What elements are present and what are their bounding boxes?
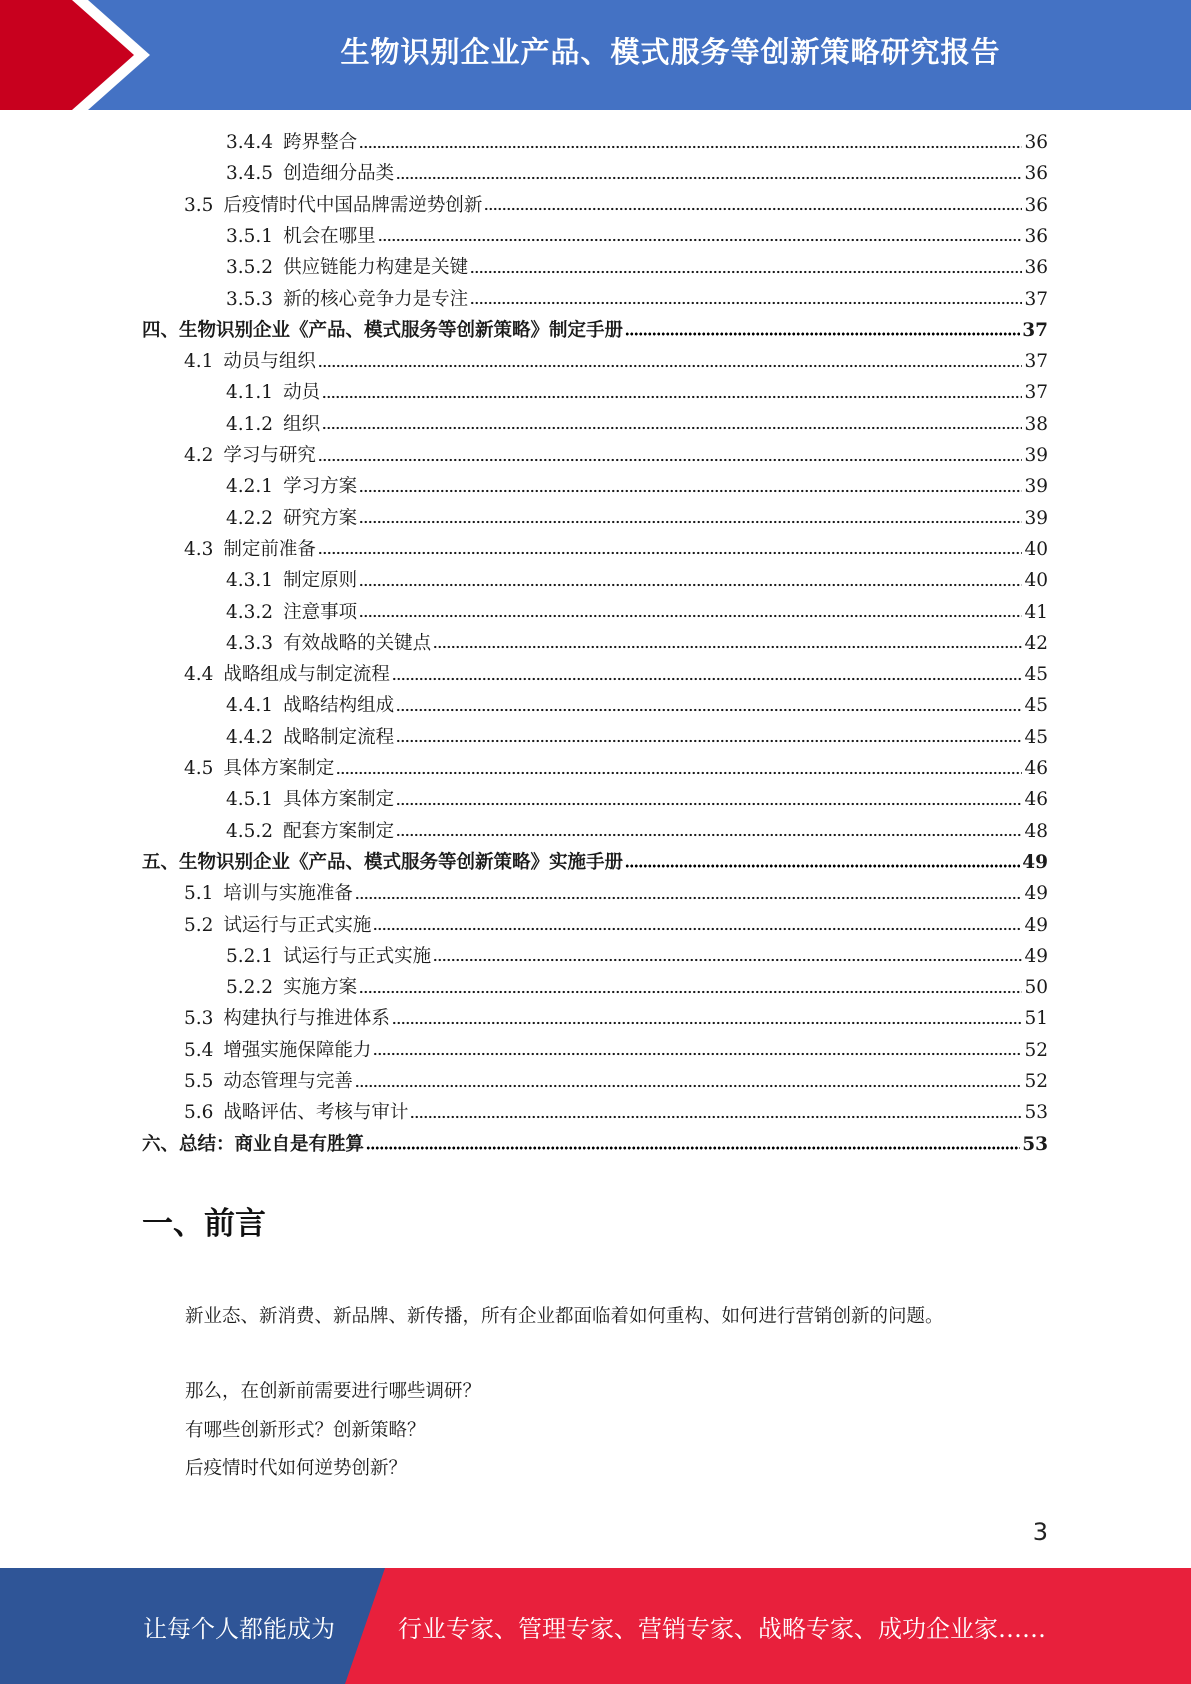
toc-entry[interactable]	[226, 628, 1048, 659]
toc-entry-page: 40	[1024, 538, 1048, 560]
toc-entry-title: 总结：商业自是有胜算	[179, 1133, 365, 1155]
toc-entry-page: 36	[1024, 163, 1048, 185]
toc-entry[interactable]	[142, 847, 1048, 878]
toc-entry-title: 配套方案制定	[283, 820, 395, 842]
toc-entry-page: 46	[1024, 758, 1048, 779]
toc-entry-page: 40	[1024, 570, 1048, 592]
toc-entry[interactable]	[184, 1035, 1048, 1066]
toc-entry-title: 后疫情时代中国品牌需逆势创新	[223, 194, 483, 216]
toc-dot-leader	[359, 613, 1022, 619]
toc-entry-title: 制定原则	[283, 570, 358, 592]
intro-paragraph: 新业态、新消费、新品牌、新传播，所有企业都面临着如何重构、如何进行营销创新的问题。	[185, 1306, 944, 1327]
toc-dot-leader	[484, 206, 1022, 212]
toc-entry[interactable]	[184, 1066, 1048, 1097]
toc-entry-number: 4.2.1	[226, 476, 274, 498]
toc-entry[interactable]	[226, 816, 1048, 847]
toc-entry-title: 新的核心竞争力是专注	[283, 288, 469, 310]
toc-entry-page: 42	[1024, 632, 1048, 654]
toc-entry-number: 4.5.1	[226, 789, 274, 811]
toc-dot-leader	[355, 1083, 1023, 1089]
toc-entry-title: 战略评估、考核与审计	[223, 1102, 409, 1124]
toc-entry[interactable]	[226, 221, 1048, 252]
toc-entry-page: 39	[1024, 445, 1048, 466]
toc-entry-number: 4.1.1	[226, 382, 274, 404]
toc-dot-leader	[625, 331, 1020, 337]
toc-entry-title: 有效战略的关键点	[283, 632, 432, 654]
toc-entry-page: 37	[1024, 288, 1048, 310]
toc-entry-number: 4.3.1	[226, 570, 274, 592]
toc-entry-title: 增强实施保障能力	[223, 1039, 372, 1061]
toc-entry-page: 45	[1024, 664, 1048, 686]
footer-slogan-left: 让每个人都能成为	[143, 1614, 335, 1643]
toc-entry[interactable]	[226, 409, 1048, 440]
toc-dot-leader	[373, 926, 1022, 932]
toc-dot-leader	[433, 957, 1022, 963]
toc-entry[interactable]	[226, 722, 1048, 753]
toc-dot-leader	[378, 237, 1023, 243]
toc-entry[interactable]	[226, 784, 1048, 815]
toc-entry-title: 试运行与正式实施	[223, 914, 372, 936]
toc-entry[interactable]	[226, 127, 1048, 158]
toc-entry-title: 动员	[283, 382, 321, 404]
toc-entry-page: 37	[1022, 319, 1048, 341]
toc-dot-leader	[318, 363, 1023, 369]
toc-entry-title: 战略制定流程	[283, 726, 395, 748]
toc-entry[interactable]	[226, 252, 1048, 283]
toc-entry-number: 五、	[142, 851, 180, 873]
toc-entry-page: 50	[1024, 977, 1048, 999]
toc-dot-leader	[322, 425, 1022, 431]
toc-entry[interactable]	[184, 910, 1048, 941]
toc-entry-number: 5.3	[184, 1008, 214, 1030]
toc-entry-page: 45	[1024, 726, 1048, 748]
toc-entry[interactable]	[226, 503, 1048, 534]
toc-entry-title: 组织	[283, 413, 321, 435]
toc-entry-title: 战略组成与制定流程	[223, 664, 390, 686]
toc-dot-leader	[366, 1145, 1020, 1151]
toc-entry-number: 5.1	[184, 883, 214, 905]
toc-entry-page: 52	[1024, 1039, 1048, 1061]
toc-entry-page: 39	[1024, 507, 1048, 529]
toc-entry-page: 53	[1022, 1133, 1048, 1155]
toc-entry-page: 49	[1022, 851, 1048, 873]
toc-dot-leader	[336, 770, 1022, 776]
toc-entry-title: 制定前准备	[223, 538, 316, 560]
toc-entry-title: 学习与研究	[223, 445, 316, 466]
toc-entry-number: 4.4.1	[226, 695, 274, 717]
toc-entry-number: 4.1	[184, 351, 214, 373]
header-title: 生物识别企业产品、模式服务等创新策略研究报告	[340, 34, 1001, 69]
toc-dot-leader	[359, 519, 1022, 525]
toc-entry-page: 48	[1024, 820, 1048, 842]
header-red-arrow-decoration	[0, 0, 160, 110]
toc-entry-page: 36	[1024, 257, 1048, 279]
toc-entry-number: 5.2	[184, 914, 214, 936]
toc-dot-leader	[396, 707, 1022, 713]
toc-dot-leader	[322, 394, 1022, 400]
toc-entry-page: 51	[1024, 1008, 1048, 1030]
toc-entry-number: 3.5	[184, 194, 214, 216]
toc-entry-number: 4.2	[184, 445, 214, 466]
toc-entry-number: 3.5.2	[226, 257, 274, 279]
toc-dot-leader	[392, 1020, 1023, 1026]
toc-entry-title: 注意事项	[283, 601, 358, 623]
toc-entry-title: 试运行与正式实施	[283, 945, 432, 967]
toc-dot-leader	[359, 582, 1022, 588]
toc-dot-leader	[396, 832, 1022, 838]
toc-entry-number: 5.2.2	[226, 977, 274, 999]
toc-entry-title: 学习方案	[283, 476, 358, 498]
toc-dot-leader	[470, 300, 1022, 306]
toc-entry-number: 4.4	[184, 664, 214, 686]
toc-entry-title: 实施方案	[283, 977, 358, 999]
toc-dot-leader	[392, 676, 1023, 682]
toc-entry-title: 具体方案制定	[223, 758, 335, 779]
toc-entry-number: 5.4	[184, 1039, 214, 1061]
toc-entry[interactable]	[184, 878, 1048, 909]
toc-entry-page: 37	[1024, 351, 1048, 373]
toc-entry-number: 四、	[142, 319, 180, 341]
toc-entry-page: 49	[1024, 883, 1048, 905]
toc-entry-number: 3.5.3	[226, 288, 274, 310]
toc-dot-leader	[396, 175, 1022, 181]
toc-entry-title: 战略结构组成	[283, 695, 395, 717]
page-number: 3	[1032, 1518, 1048, 1546]
toc-entry[interactable]	[184, 534, 1048, 565]
toc-entry[interactable]	[226, 158, 1048, 189]
toc-entry-number: 4.2.2	[226, 507, 274, 529]
question-paragraph-3: 后疫情时代如何逆势创新？	[185, 1458, 408, 1479]
toc-entry-number: 4.3	[184, 538, 214, 560]
toc-entry[interactable]	[226, 565, 1048, 596]
toc-dot-leader	[625, 863, 1020, 869]
page-header	[0, 0, 1191, 110]
toc-entry-number: 六、	[142, 1133, 180, 1155]
toc-entry-page: 49	[1024, 914, 1048, 936]
toc-entry-title: 动态管理与完善	[223, 1071, 353, 1092]
toc-entry[interactable]	[226, 597, 1048, 628]
toc-entry-number: 5.6	[184, 1102, 214, 1124]
toc-dot-leader	[410, 1114, 1022, 1120]
toc-entry-title: 创造细分品类	[283, 163, 395, 185]
toc-entry-number: 3.4.4	[226, 132, 274, 153]
toc-dot-leader	[396, 738, 1022, 744]
toc-entry[interactable]	[142, 315, 1048, 346]
toc-entry[interactable]	[184, 753, 1048, 784]
toc-entry[interactable]	[184, 1003, 1048, 1034]
toc-entry[interactable]	[226, 941, 1048, 972]
toc-entry-title: 动员与组织	[223, 351, 316, 373]
toc-entry[interactable]	[226, 972, 1048, 1003]
toc-entry-page: 53	[1024, 1102, 1048, 1124]
toc-dot-leader	[373, 1051, 1022, 1057]
toc-entry-number: 4.3.3	[226, 632, 274, 654]
toc-entry[interactable]	[184, 659, 1048, 690]
toc-entry-page: 41	[1024, 601, 1048, 623]
toc-entry[interactable]	[226, 377, 1048, 408]
toc-entry-page: 36	[1024, 225, 1048, 247]
question-paragraph-1: 那么，在创新前需要进行哪些调研？	[185, 1381, 482, 1402]
toc-entry-title: 具体方案制定	[283, 789, 395, 811]
toc-entry-page: 45	[1024, 695, 1048, 717]
toc-entry-number: 4.5	[184, 758, 214, 779]
toc-entry[interactable]	[142, 1129, 1048, 1160]
toc-entry-page: 52	[1024, 1071, 1048, 1092]
toc-dot-leader	[359, 989, 1022, 995]
question-paragraph-2: 有哪些创新形式？创新策略？	[185, 1420, 426, 1441]
toc-dot-leader	[470, 269, 1022, 275]
toc-entry[interactable]	[184, 346, 1048, 377]
toc-entry[interactable]	[226, 284, 1048, 315]
toc-entry-title: 供应链能力构建是关键	[283, 257, 469, 279]
toc-entry-number: 5.5	[184, 1071, 214, 1092]
toc-dot-leader	[359, 488, 1022, 494]
toc-entry[interactable]	[226, 690, 1048, 721]
toc-entry[interactable]	[226, 471, 1048, 502]
toc-dot-leader	[359, 144, 1022, 150]
toc-entry-title: 培训与实施准备	[223, 883, 353, 905]
toc-entry-number: 3.4.5	[226, 163, 274, 185]
toc-entry-title: 生物识别企业《产品、模式服务等创新策略》实施手册	[179, 851, 624, 873]
toc-entry-page: 46	[1024, 789, 1048, 811]
toc-entry-title: 机会在哪里	[283, 225, 376, 247]
toc-entry-number: 4.1.2	[226, 413, 274, 435]
toc-dot-leader	[355, 895, 1023, 901]
toc-entry-page: 49	[1024, 945, 1048, 967]
toc-dot-leader	[318, 550, 1023, 556]
toc-entry-title: 研究方案	[283, 507, 358, 529]
toc-dot-leader	[396, 801, 1022, 807]
toc-entry-number: 5.2.1	[226, 945, 274, 967]
toc-entry[interactable]	[184, 190, 1048, 221]
footer-slogan-right: 行业专家、管理专家、营销专家、战略专家、成功企业家……	[398, 1614, 1046, 1643]
toc-entry-number: 3.5.1	[226, 225, 274, 247]
toc-entry-page: 36	[1024, 132, 1048, 153]
toc-entry-number: 4.3.2	[226, 601, 274, 623]
toc-entry-number: 4.5.2	[226, 820, 274, 842]
section-heading: 一、前言	[142, 1206, 266, 1242]
toc-entry[interactable]	[184, 440, 1048, 471]
toc-entry[interactable]	[184, 1097, 1048, 1128]
page-footer	[0, 1568, 1191, 1684]
toc-entry-title: 跨界整合	[283, 132, 358, 153]
toc-entry-title: 生物识别企业《产品、模式服务等创新策略》制定手册	[179, 319, 624, 341]
toc-entry-page: 37	[1024, 382, 1048, 404]
toc-entry-number: 4.4.2	[226, 726, 274, 748]
toc-entry-title: 构建执行与推进体系	[223, 1008, 390, 1030]
toc-dot-leader	[433, 644, 1022, 650]
toc-entry-page: 39	[1024, 476, 1048, 498]
toc-dot-leader	[318, 457, 1023, 463]
toc-entry-page: 38	[1024, 413, 1048, 435]
toc-entry-page: 36	[1024, 194, 1048, 216]
